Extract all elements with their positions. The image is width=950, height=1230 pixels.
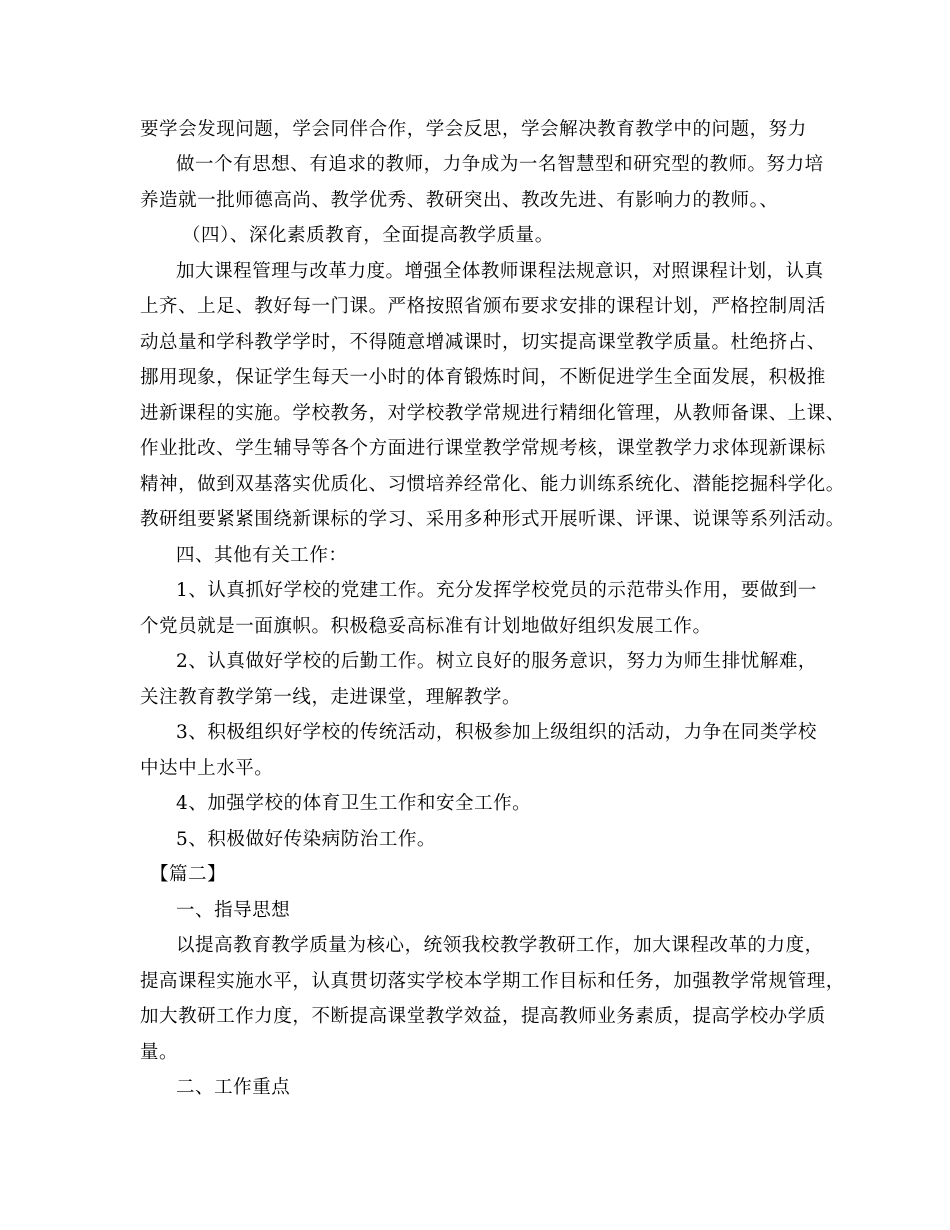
- list-item: 2、认真做好学校的后勤工作。树立良好的服务意识，努力为师生排忧解难，: [176, 651, 817, 672]
- list-item: 5、积极做好传染病防治工作。: [176, 829, 436, 850]
- body-text-line: 个党员就是一面旗帜。积极稳妥高标准有计划地做好组织发展工作。: [140, 616, 712, 637]
- body-text-line: 加大教研工作力度，不断提高课堂教学效益，提高教师业务素质，提高学校办学质: [140, 1006, 826, 1027]
- body-text-line: 做一个有思想、有追求的教师，力争成为一名智慧型和研究型的教师。努力培: [176, 154, 824, 175]
- section-heading: 二、工作重点: [176, 1077, 291, 1098]
- body-text-line: 加大课程管理与改革力度。增强全体教师课程法规意识，对照课程计划，认真: [176, 261, 824, 282]
- body-text-line: 进新课程的实施。学校教务，对学校教学常规进行精细化管理，从教师备课、上课、: [140, 403, 845, 424]
- part-heading: 【篇二】: [150, 864, 227, 885]
- body-text-line: 上齐、上足、教好每一门课。严格按照省颁布要求安排的课程计划，严格控制周活: [140, 296, 826, 317]
- body-text-line: 精神，做到双基落实优质化、习惯培养经常化、能力训练系统化、潜能挖掘科学化。: [140, 474, 845, 495]
- body-text-line: 中达中上水平。: [140, 758, 274, 779]
- section-heading: 一、指导思想: [176, 900, 291, 921]
- body-text-line: 作业批改、学生辅导等各个方面进行课堂教学常规考核，课堂教学力求体现新课标: [140, 438, 826, 459]
- body-text-line: 挪用现象，保证学生每天一小时的体育锻炼时间，不断促进学生全面发展，积极推: [140, 367, 826, 388]
- body-text-line: 量。: [140, 1042, 179, 1063]
- body-text-line: 提高课程实施水平，认真贯切落实学校本学期工作目标和任务，加强教学常规管理，: [140, 971, 845, 992]
- section-heading: 四、其他有关工作：: [176, 545, 348, 566]
- body-text-line: 动总量和学科教学学时，不得随意增减课时，切实提高课堂教学质量。杜绝挤占、: [140, 332, 826, 353]
- body-text-line: 要学会发现问题，学会同伴合作，学会反思，学会解决教育教学中的问题，努力: [140, 119, 807, 140]
- body-text-line: 以提高教育教学质量为核心，统领我校教学教研工作，加大课程改革的力度，: [176, 935, 824, 956]
- list-item: 4、加强学校的体育卫生工作和安全工作。: [176, 793, 532, 814]
- section-heading: （四）、深化素质教育，全面提高教学质量。: [182, 225, 554, 246]
- body-text-line: 养造就一批师德高尚、教学优秀、教研突出、教改先进、有影响力的教师。、: [140, 190, 779, 211]
- list-item: 1、认真抓好学校的党建工作。充分发挥学校党员的示范带头作用，要做到一: [176, 580, 817, 601]
- body-text-line: 教研组要紧紧围绕新课标的学习、采用多种形式开展听课、评课、说课等系列活动。: [140, 509, 845, 530]
- body-text-line: 关注教育教学第一线，走进课堂，理解教学。: [140, 687, 522, 708]
- list-item: 3、积极组织好学校的传统活动，积极参加上级组织的活动，力争在同类学校: [176, 722, 817, 743]
